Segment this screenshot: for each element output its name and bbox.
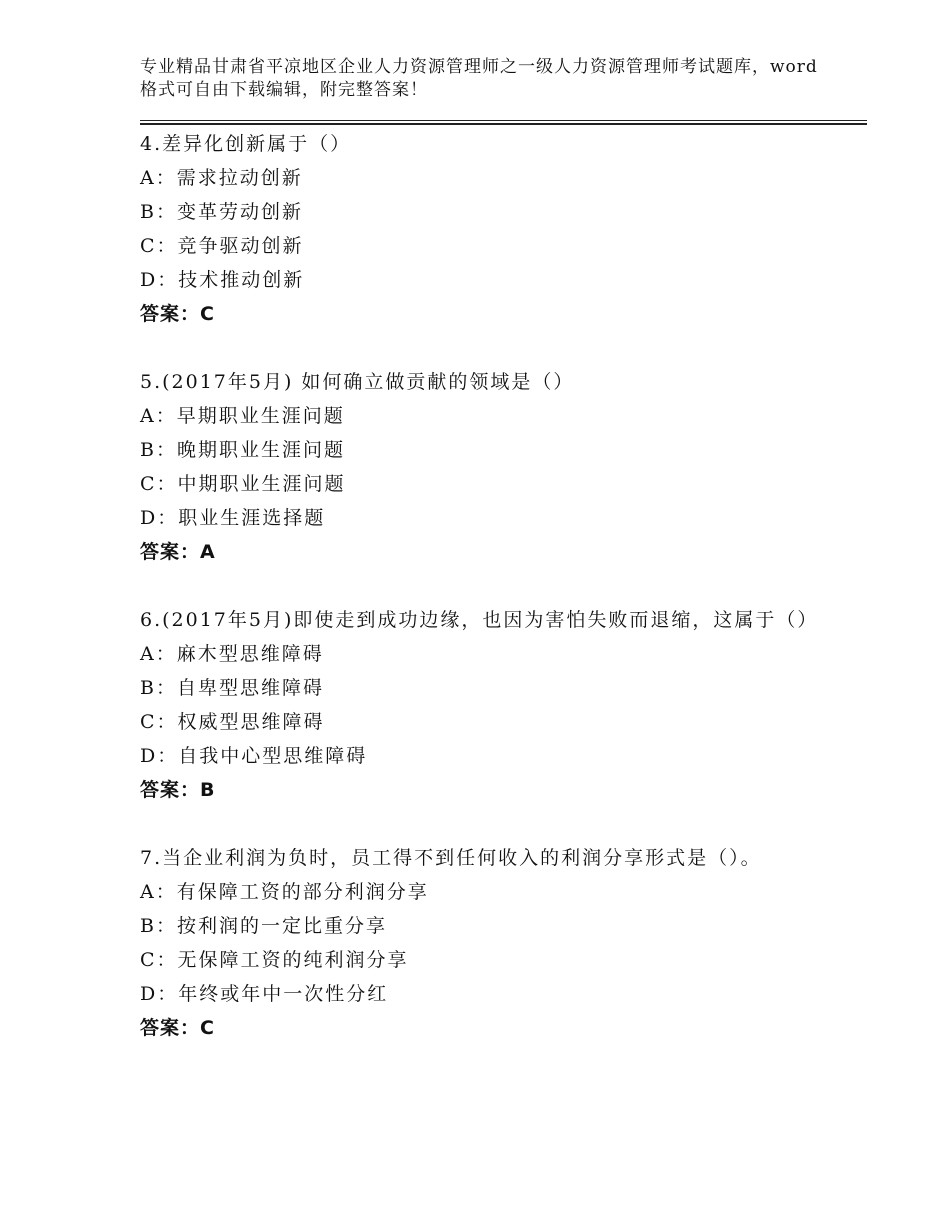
option-a: A：需求拉动创新 — [140, 167, 303, 189]
option-c: C：无保障工资的纯利润分享 — [140, 949, 409, 971]
option-c: C：权威型思维障碍 — [140, 711, 325, 733]
question-5 — [140, 365, 820, 569]
answer-label: 答案：C — [140, 1017, 215, 1039]
option-a: A：麻木型思维障碍 — [140, 643, 324, 665]
answer-label: 答案：A — [140, 541, 216, 563]
question-7 — [140, 841, 820, 1045]
option-d: D：职业生涯选择题 — [140, 507, 326, 529]
option-b: B：按利润的一定比重分享 — [140, 915, 387, 937]
header-rule-thick — [140, 123, 867, 125]
option-c: C：中期职业生涯问题 — [140, 473, 346, 495]
question-stem: 5.(2017年5月) 如何确立做贡献的领域是（） — [140, 371, 575, 393]
header-rule-thin — [140, 120, 867, 121]
option-a: A：有保障工资的部分利润分享 — [140, 881, 429, 903]
answer-label: 答案：B — [140, 779, 216, 801]
option-b: B：自卑型思维障碍 — [140, 677, 324, 699]
answer-label: 答案：C — [140, 303, 215, 325]
option-d: D：技术推动创新 — [140, 269, 305, 291]
question-list — [140, 127, 820, 1079]
question-stem: 6.(2017年5月)即使走到成功边缘，也因为害怕失败而退缩，这属于（） — [140, 609, 819, 631]
option-c: C：竞争驱动创新 — [140, 235, 304, 257]
question-stem: 7.当企业利润为负时，员工得不到任何收入的利润分享形式是（）。 — [140, 847, 762, 869]
option-d: D：自我中心型思维障碍 — [140, 745, 368, 767]
option-d: D：年终或年中一次性分红 — [140, 983, 389, 1005]
option-a: A：早期职业生涯问题 — [140, 405, 345, 427]
question-4 — [140, 127, 820, 331]
document-header: 专业精品甘肃省平凉地区企业人力资源管理师之一级人力资源管理师考试题库，word格式可自由下载编辑，附完整答案！ — [140, 57, 818, 100]
question-stem: 4.差异化创新属于（） — [140, 133, 352, 155]
option-b: B：晚期职业生涯问题 — [140, 439, 345, 461]
option-b: B：变革劳动创新 — [140, 201, 303, 223]
question-6 — [140, 603, 820, 807]
